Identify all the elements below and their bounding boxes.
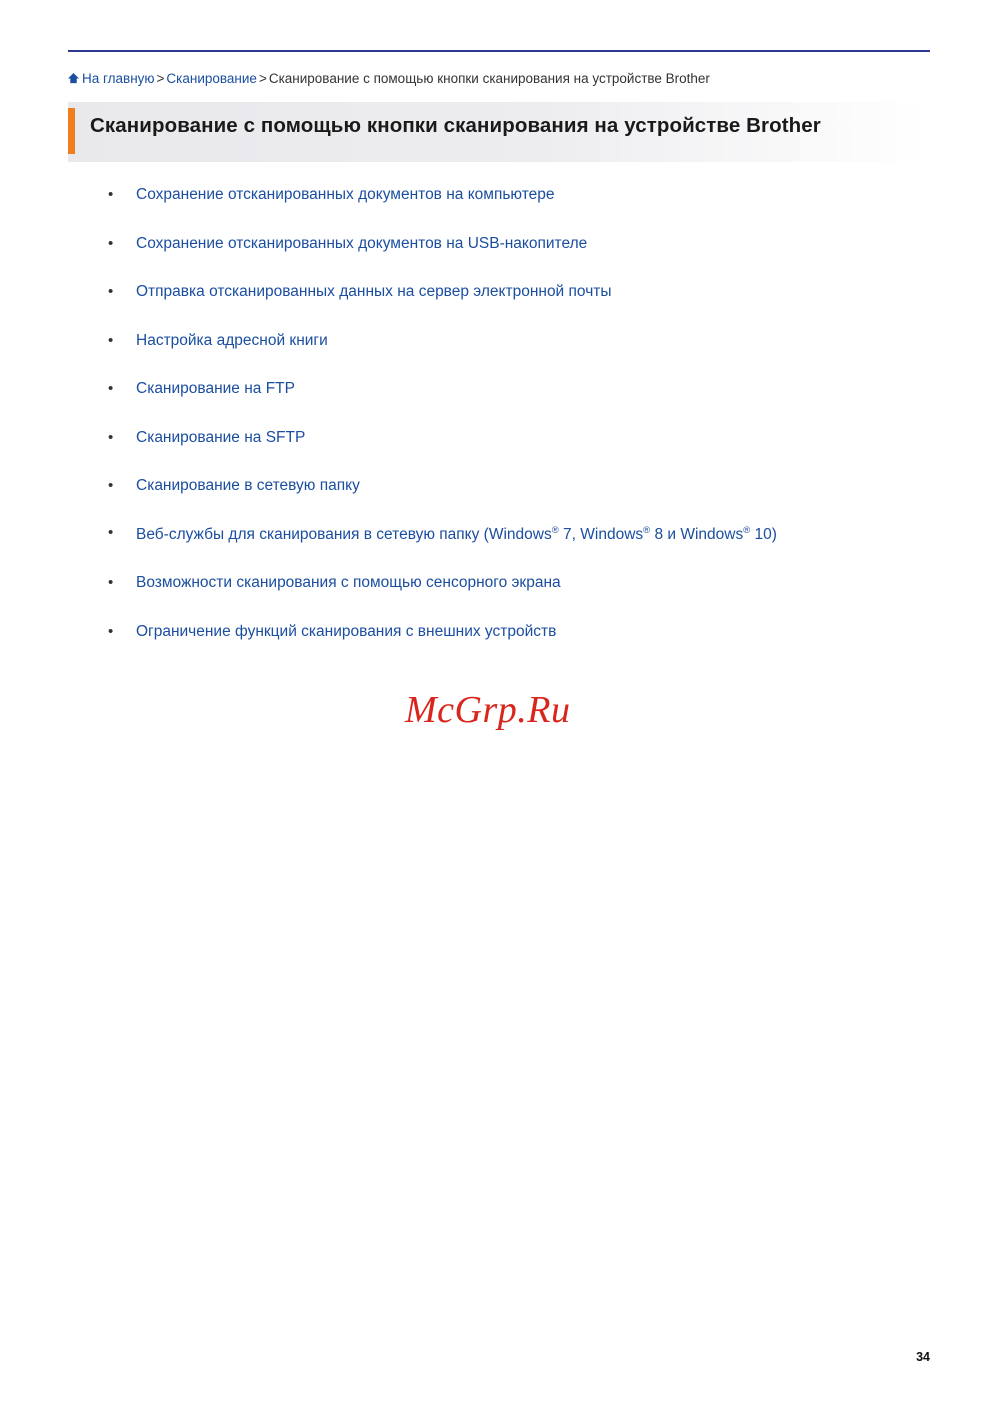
page-number: 34 — [916, 1350, 930, 1364]
breadcrumb-separator-2: > — [258, 71, 267, 86]
breadcrumb-home-link[interactable]: На главную — [82, 71, 155, 86]
list-item — [100, 328, 920, 354]
topic-link-web-services-scan[interactable] — [136, 526, 777, 543]
header-divider — [68, 50, 930, 52]
list-item — [100, 619, 920, 645]
list-item — [100, 570, 920, 596]
web-services-text-3: 8 и Windows — [650, 525, 744, 543]
home-icon — [68, 73, 79, 84]
watermark: McGrp.Ru — [405, 689, 571, 731]
list-item — [100, 279, 920, 305]
topic-link-list — [100, 182, 920, 667]
list-item — [100, 182, 920, 208]
breadcrumb-section-link[interactable]: Сканирование — [166, 71, 257, 86]
registered-mark-2: ® — [643, 524, 651, 536]
topic-link-save-to-usb[interactable]: Сохранение отсканированных документов на USB-накопителе — [136, 234, 588, 252]
list-item — [100, 473, 920, 499]
topic-link-scan-to-ftp[interactable]: Сканирование на FTP — [136, 380, 295, 397]
topic-link-touchscreen-scan-options[interactable]: Возможности сканирования с помощью сенсорного экрана — [136, 574, 561, 591]
breadcrumb-separator-1: > — [156, 71, 165, 86]
topic-link-send-to-email-server[interactable]: Отправка отсканированных данных на сервер электронной почты — [136, 283, 612, 300]
page-title-bar — [68, 102, 930, 162]
page-title: Сканирование с помощью кнопки сканирования на устройстве Brother — [90, 114, 821, 137]
web-services-text-2: 7, Windows — [558, 525, 644, 543]
web-services-text-1: Веб-службы для сканирования в сетевую папку (Windows — [136, 525, 552, 543]
web-services-text-4: 10) — [750, 525, 777, 543]
topic-link-restrict-scan-functions[interactable]: Ограничение функций сканирования с внешних устройств — [136, 622, 557, 640]
topic-link-save-to-computer[interactable]: Сохранение отсканированных документов на компьютере — [136, 186, 555, 203]
registered-mark-3: ® — [743, 524, 751, 536]
list-item — [100, 522, 920, 548]
breadcrumb-current: Сканирование с помощью кнопки сканирования на устройстве Brother — [268, 71, 710, 86]
list-item — [100, 376, 920, 402]
topic-link-scan-to-network-folder[interactable]: Сканирование в сетевую папку — [136, 477, 360, 494]
topic-link-scan-to-sftp[interactable]: Сканирование на SFTP — [136, 428, 306, 446]
registered-mark-1: ® — [551, 524, 559, 536]
topic-link-address-book-setup[interactable]: Настройка адресной книги — [136, 331, 328, 349]
breadcrumb — [68, 70, 948, 88]
list-item — [100, 231, 920, 257]
list-item — [100, 425, 920, 451]
